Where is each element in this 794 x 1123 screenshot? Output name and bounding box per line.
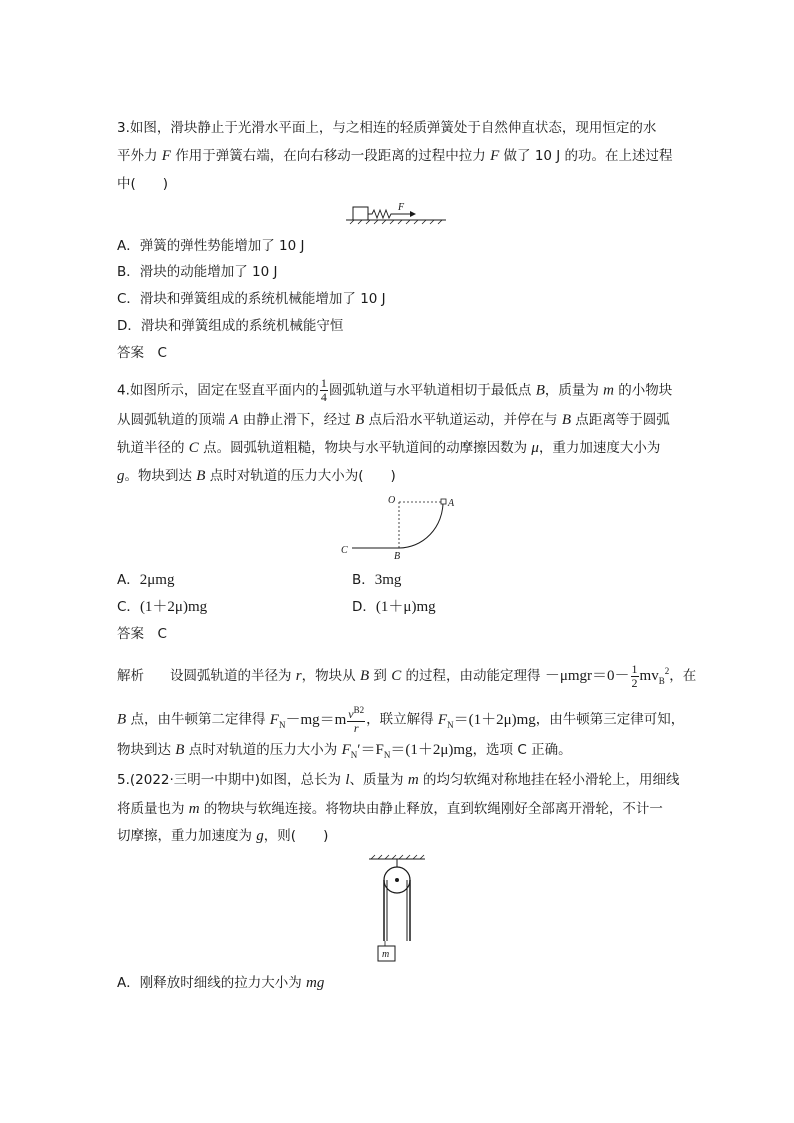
q4-analysis-line2: B 点，由牛顿第二定律得 $F_N-mg=m$ $\frac{v^{B2}}{r}$ ，联立解得 $F_N=(1+2\mu)mg$，由牛顿第三定律可知， xyxy=(117,705,685,735)
q3-option-c: C．滑块和弹簧组成的系统机械能增加了 10 J xyxy=(117,291,386,307)
force-label: F xyxy=(398,202,405,213)
q5-figure-pulley xyxy=(365,853,429,965)
q5-stem-line3: 切摩擦，重力加速度为 g，则( ) xyxy=(117,828,329,844)
spring xyxy=(368,210,396,218)
q4-stem-line1: 4.如图所示，固定在竖直平面内的 $\frac{1}{4}$ 圆弧轨道与水平轨道相切于最低点 B，质量为 m 的小物块 xyxy=(117,376,673,404)
q5-option-a: A．刚释放时细线的拉力大小为 mg xyxy=(117,975,325,991)
point-c-label: C xyxy=(341,545,348,556)
q5-stem-line2: 将质量也为 m 的物块与软绳连接。将物块由静止释放，直到软绳刚好全部离开滑轮，不计一 xyxy=(117,801,663,817)
q4-analysis-line3: 物块到达 B 点时对轨道的压力大小为 $F_N'=F_N=(1+2\mu)mg$，选项 C 正确。 xyxy=(117,742,572,760)
q4-option-a: A．2μmg xyxy=(117,572,175,588)
q4-analysis-line1: 解析 设圆弧轨道的半径为 r，物块从 B 到 C 的过程，由动能定理得 －μmgr＝0－ $\frac{1}{2}$ $mv_B^2$，在 xyxy=(117,661,697,690)
point-b-label: B xyxy=(394,551,401,562)
q3-option-b: B．滑块的动能增加了 10 J xyxy=(117,264,278,280)
force-arrowhead xyxy=(410,211,416,217)
q3-stem-line3: 中( ) xyxy=(117,176,169,192)
q4-option-c: C．(1＋2μ)mg xyxy=(117,599,208,615)
q3-figure-slider-spring xyxy=(340,200,450,226)
q3-stem-line2: 平外力 F 作用于弹簧右端，在向右移动一段距离的过程中拉力 F 做了 10 J 的功。在上述过程 xyxy=(117,148,673,164)
pulley-axle xyxy=(395,878,399,882)
q4-stem-line3: 轨道半径的 C 点。圆弧轨道粗糙，物块与水平轨道间的动摩擦因数为 μ，重力加速度大小为 xyxy=(117,440,661,456)
q3-answer: 答案 C xyxy=(117,345,167,361)
q3-option-a: A．弹簧的弹性势能增加了 10 J xyxy=(117,238,305,254)
q4-option-d: D．(1＋μ)mg xyxy=(352,599,436,615)
q4-stem-line4: g。物块到达 B 点时对轨道的压力大小为( ) xyxy=(117,468,396,484)
fraction-quarter: $\frac{1}{4}$ xyxy=(320,376,327,404)
q4-option-b: B．3mg xyxy=(352,572,402,588)
ceiling-hatch xyxy=(371,855,424,859)
q3-stem-line1: 3.如图，滑块静止于光滑水平面上，与之相连的轻质弹簧处于自然伸直状态，现用恒定的水 xyxy=(117,120,657,136)
q4-answer: 答案 C xyxy=(117,626,167,642)
quarter-arc xyxy=(399,502,443,548)
q3-option-d: D．滑块和弹簧组成的系统机械能守恒 xyxy=(117,318,344,334)
point-a-label: A xyxy=(448,498,455,509)
slider-block xyxy=(353,207,368,220)
q4-stem-line2: 从圆弧轨道的顶端 A 由静止滑下，经过 B 点后沿水平轨道运动，并停在与 B 点距离等于圆弧 xyxy=(117,412,670,428)
point-o-label: O xyxy=(388,495,396,506)
q4-figure-arc-track xyxy=(338,493,458,563)
ground-hatch xyxy=(350,220,442,224)
small-block xyxy=(441,499,446,504)
block-m-label: m xyxy=(382,949,390,960)
q5-stem-line1: 5.(2022·三明一中期中)如图，总长为 l、质量为 m 的均匀软绳对称地挂在轻小滑轮上，用细线 xyxy=(117,772,680,788)
